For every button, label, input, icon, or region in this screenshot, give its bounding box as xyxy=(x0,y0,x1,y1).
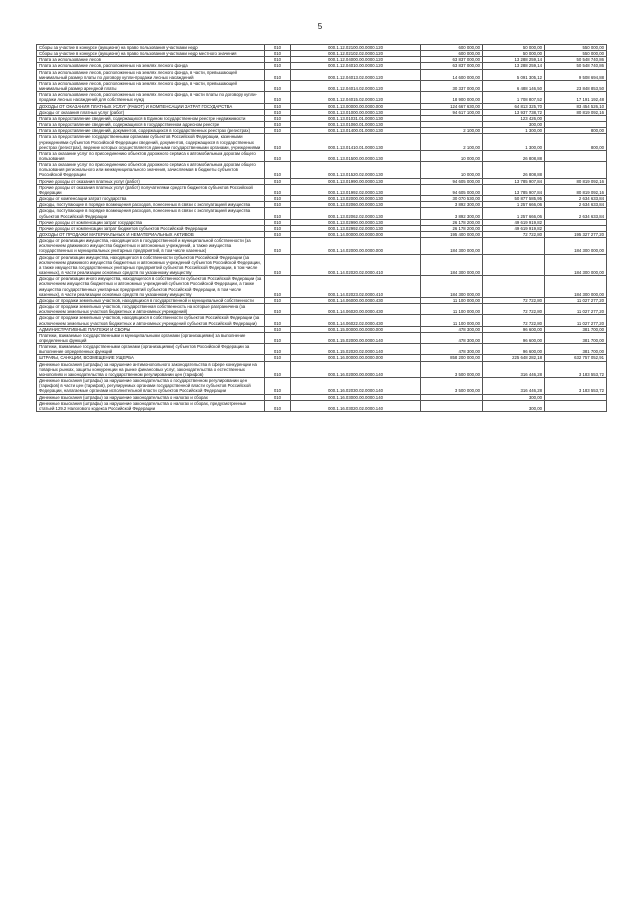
row-name: Доходы от продажи земельных участков, государственная собственность на которые разграничена (за исключением земельных участков бюджетных и автономных учреждений) xyxy=(37,304,265,315)
row-line-code: 010 xyxy=(265,355,291,361)
row-budget-code: 000.1.13.01500.00.0000.130 xyxy=(291,150,421,161)
row-budget-code: 000.1.16.03000.00.0000.140 xyxy=(291,394,421,400)
row-executed-amount: 49 619 919,82 xyxy=(483,219,545,225)
row-executed-amount: 96 600,00 xyxy=(483,344,545,355)
revenue-table xyxy=(36,44,607,412)
row-executed-amount: 50 000,00 xyxy=(483,51,545,57)
row-name: Доходы от продажи земельных участков, находящихся в собственности субъектов Российской Федерации (за исключением земельных участков бюджетных и автономных учреждений субъектов Российской Федерации) xyxy=(37,315,265,326)
row-line-code: 010 xyxy=(265,232,291,238)
table-row xyxy=(37,80,607,91)
row-line-code: 010 xyxy=(265,378,291,394)
row-executed-amount xyxy=(483,276,545,298)
table-row xyxy=(37,208,607,219)
row-approved-amount: 478 300,00 xyxy=(421,332,483,343)
table-row xyxy=(37,238,607,254)
row-name: Сборы за участие в конкурсе (аукционе) на право пользования участками недр xyxy=(37,45,265,51)
row-approved-amount: 3 892 300,00 xyxy=(421,202,483,208)
row-name: Плата за предоставление сведений, документов, содержащихся в государственных реестрах (регистрах) xyxy=(37,128,265,134)
row-budget-code: 000.1.15.02000.00.0000.140 xyxy=(291,332,421,343)
row-executed-amount: 5 091 305,12 xyxy=(483,69,545,80)
row-approved-amount: 30 337 000,00 xyxy=(421,80,483,91)
row-approved-amount: 94 605 000,00 xyxy=(421,184,483,195)
row-executed-amount: 225 648 282,18 xyxy=(483,355,545,361)
row-executed-amount: 6 488 146,50 xyxy=(483,80,545,91)
row-name: Плата за предоставление сведений, содержащихся в Едином государственном реестре недвижимости xyxy=(37,115,265,121)
row-line-code: 010 xyxy=(265,196,291,202)
page-number: 5 xyxy=(317,22,323,31)
table-row xyxy=(37,315,607,326)
row-line-code: 010 xyxy=(265,103,291,109)
row-executed-amount: 1 257 666,06 xyxy=(483,208,545,219)
row-line-code: 010 xyxy=(265,63,291,69)
row-executed-amount: 50 000,00 xyxy=(483,45,545,51)
row-approved-amount: 26 178 200,00 xyxy=(421,225,483,231)
row-approved-amount: 195 400 000,00 xyxy=(421,232,483,238)
row-line-code: 010 xyxy=(265,394,291,400)
row-line-code: 010 xyxy=(265,254,291,276)
table-row xyxy=(37,184,607,195)
row-budget-code: 000.1.13.01990.00.0000.130 xyxy=(291,178,421,184)
row-budget-code: 000.1.14.02000.00.0000.000 xyxy=(291,238,421,254)
row-line-code: 010 xyxy=(265,162,291,178)
row-approved-amount: 3 500 000,00 xyxy=(421,361,483,377)
row-approved-amount: 124 667 630,00 xyxy=(421,103,483,109)
row-budget-code: 000.1.13.01060.01.0000.130 xyxy=(291,122,421,128)
row-line-code: 010 xyxy=(265,332,291,343)
row-executed-amount: 1 300,00 xyxy=(483,134,545,150)
row-name: Прочие доходы от оказания платных услуг (работ) xyxy=(37,178,265,184)
row-executed-amount: 50 877 585,95 xyxy=(483,196,545,202)
table-row xyxy=(37,344,607,355)
row-unexecuted-amount: 83 454 526,10 xyxy=(545,103,607,109)
row-executed-amount: 300,00 xyxy=(483,394,545,400)
row-name: Плата за использование лесов, расположенных на землях лесного фонда, в части платы по договору купли-продажи лесных насаждений для собственных нужд xyxy=(37,92,265,103)
table-row xyxy=(37,150,607,161)
row-unexecuted-amount: 11 027 277,20 xyxy=(545,315,607,326)
row-budget-code: 000.1.13.01000.00.0000.130 xyxy=(291,109,421,115)
row-budget-code: 000.1.14.00000.00.0000.000 xyxy=(291,232,421,238)
table-row xyxy=(37,332,607,343)
row-approved-amount: 94 617 100,00 xyxy=(421,109,483,115)
row-name: Плата за использование лесов, расположенных на землях лесного фонда, в части, превышающей минимальный размер платы по договору купли-продажи лесных насаждений xyxy=(37,69,265,80)
row-executed-amount: 1 300,00 xyxy=(483,128,545,134)
row-approved-amount: 11 100 000,00 xyxy=(421,315,483,326)
row-name: Сборы за участие в конкурсе (аукционе) на право пользования участками недр местного значения xyxy=(37,51,265,57)
row-approved-amount: 14 600 000,00 xyxy=(421,69,483,80)
row-name: Доходы от компенсации затрат государства xyxy=(37,196,265,202)
table-row xyxy=(37,361,607,377)
row-executed-amount xyxy=(483,254,545,276)
table-row xyxy=(37,69,607,80)
row-name: Доходы от оказания платных услуг (работ) xyxy=(37,109,265,115)
row-name: Прочие доходы от оказания платных услуг (работ) получателями средств бюджетов субъектов Российской Федерации xyxy=(37,184,265,195)
row-executed-amount: 13 288 259,14 xyxy=(483,57,545,63)
row-executed-amount: 72 722,80 xyxy=(483,297,545,303)
row-unexecuted-amount: 2 634 633,84 xyxy=(545,208,607,219)
row-approved-amount: 10 000,00 xyxy=(421,150,483,161)
row-line-code: 010 xyxy=(265,51,291,57)
row-approved-amount: 184 300 000,00 xyxy=(421,254,483,276)
row-budget-code: 000.1.15.00000.00.0000.000 xyxy=(291,326,421,332)
row-line-code: 010 xyxy=(265,92,291,103)
row-budget-code: 000.1.16.03020.02.0000.140 xyxy=(291,400,421,411)
row-executed-amount: 13 785 907,84 xyxy=(483,178,545,184)
row-budget-code: 000.1.13.01031.01.0000.130 xyxy=(291,115,421,121)
row-budget-code: 000.1.13.02990.00.0000.130 xyxy=(291,219,421,225)
row-approved-amount: 63 837 000,00 xyxy=(421,57,483,63)
row-name: Плата за предоставление государственными органами субъектов Российской Федерации, казенными учреждениями субъектов Российской Федерации сведений, документов, содержащихся в государственных реестрах (регистрах), ведение которых осуществляется данными государственными органами, учреждениями xyxy=(37,134,265,150)
row-approved-amount: 184 300 000,00 xyxy=(421,238,483,254)
row-executed-amount: 13 785 907,84 xyxy=(483,184,545,195)
row-name: ДОХОДЫ ОТ ПРОДАЖИ МАТЕРИАЛЬНЫХ И НЕМАТЕРИАЛЬНЫХ АКТИВОВ xyxy=(37,232,265,238)
table-row xyxy=(37,134,607,150)
row-name: Доходы от реализации имущества, находящегося в собственности субъектов Российской Федерации (за исключением движимого имущества бюджетных и автономных учреждений субъектов Российской Федерации, а также имущества государственных унитарных предприятий субъектов Российской Федерации, в том числе казенных), в части реализации основных средств по указанному имуществу xyxy=(37,254,265,276)
row-approved-amount: 184 300 000,00 xyxy=(421,276,483,298)
row-budget-code: 000.1.14.06020.00.0000.430 xyxy=(291,304,421,315)
row-executed-amount: 26 808,88 xyxy=(483,150,545,161)
row-name: Денежные взыскания (штрафы) за нарушение антимонопольного законодательства в сфере конкуренции на товарных рынках, защиты конкуренции на рынке финансовых услуг, законодательства о естественных монополиях и законодательства о государственном регулировании цен (тарифов) xyxy=(37,361,265,377)
row-name: Платежи, взимаемые государственными органами (организациями) субъектов Российской Федерации за выполнение определенных функций xyxy=(37,344,265,355)
row-approved-amount: 858 200 000,00 xyxy=(421,355,483,361)
table-row xyxy=(37,378,607,394)
row-executed-amount: 300,00 xyxy=(483,400,545,411)
row-budget-code: 000.1.13.02060.00.0000.130 xyxy=(291,202,421,208)
row-line-code: 010 xyxy=(265,202,291,208)
row-line-code: 010 xyxy=(265,208,291,219)
row-executed-amount: 300,00 xyxy=(483,122,545,128)
row-name: Денежные взыскания (штрафы) за нарушение законодательства о налогах и сборах xyxy=(37,394,265,400)
row-name: Денежные взыскания (штрафы) за нарушение законодательства о налогах и сборах, предусмотренные статьей 129.2 Налогового кодекса Российской Федерации xyxy=(37,400,265,411)
row-unexecuted-amount xyxy=(545,400,607,411)
row-budget-code: 000.1.13.02062.02.0000.130 xyxy=(291,208,421,219)
row-unexecuted-amount: 632 757 052,91 xyxy=(545,355,607,361)
row-unexecuted-amount: 550 000,00 xyxy=(545,45,607,51)
table-row xyxy=(37,162,607,178)
row-unexecuted-amount: 381 700,00 xyxy=(545,332,607,343)
row-budget-code: 000.1.16.02030.02.0000.140 xyxy=(291,378,421,394)
row-budget-code: 000.1.12.04000.00.0000.120 xyxy=(291,57,421,63)
row-unexecuted-amount: 800,00 xyxy=(545,134,607,150)
row-budget-code: 000.1.12.04013.02.0000.120 xyxy=(291,69,421,80)
row-approved-amount: 63 837 000,00 xyxy=(421,63,483,69)
row-executed-amount: 123 426,00 xyxy=(483,115,545,121)
row-approved-amount: 26 178 200,00 xyxy=(421,219,483,225)
row-executed-amount: 13 288 259,14 xyxy=(483,63,545,69)
row-unexecuted-amount: 184 300 000,00 xyxy=(545,276,607,298)
row-executed-amount: 316 446,28 xyxy=(483,361,545,377)
row-name: ШТРАФЫ, САНКЦИИ, ВОЗМЕЩЕНИЕ УЩЕРБА xyxy=(37,355,265,361)
row-approved-amount: 30 070 530,00 xyxy=(421,196,483,202)
row-approved-amount: 10 000,00 xyxy=(421,162,483,178)
row-executed-amount: 72 722,80 xyxy=(483,304,545,315)
row-line-code: 010 xyxy=(265,57,291,63)
row-name: ДОХОДЫ ОТ ОКАЗАНИЯ ПЛАТНЫХ УСЛУГ (РАБОТ) И КОМПЕНСАЦИИ ЗАТРАТ ГОСУДАРСТВА xyxy=(37,103,265,109)
row-budget-code: 000.1.13.01410.01.0000.130 xyxy=(291,134,421,150)
row-name: Плата за предоставление сведений, содержащихся в государственном адресном реестре xyxy=(37,122,265,128)
row-line-code: 010 xyxy=(265,225,291,231)
row-budget-code: 000.1.14.06000.00.0000.430 xyxy=(291,297,421,303)
row-executed-amount: 96 600,00 xyxy=(483,332,545,343)
row-name: Доходы от реализации иного имущества, находящегося в собственности субъектов Российской Федерации (за исключением имущества бюджетных и автономных учреждений субъектов Российской Федерации, а также имущества государственных унитарных предприятий субъектов Российской Федерации, в том числе казенных), в части реализации основных средств по указанному имуществу xyxy=(37,276,265,298)
row-unexecuted-amount: 17 191 192,48 xyxy=(545,92,607,103)
row-unexecuted-amount xyxy=(545,162,607,178)
row-unexecuted-amount: 184 300 000,00 xyxy=(545,238,607,254)
row-line-code: 010 xyxy=(265,134,291,150)
table-row xyxy=(37,92,607,103)
row-line-code: 010 xyxy=(265,69,291,80)
row-line-code: 010 xyxy=(265,80,291,91)
row-approved-amount: 3 892 300,00 xyxy=(421,208,483,219)
row-line-code: 010 xyxy=(265,315,291,326)
row-budget-code: 000.1.14.02023.02.0000.410 xyxy=(291,276,421,298)
row-unexecuted-amount: 80 819 092,16 xyxy=(545,178,607,184)
row-name: Доходы от реализации имущества, находящегося в государственной и муниципальной собственности (за исключением движимого имущества бюджетных и автономных учреждений, а также имущества государственных и муниципальных унитарных предприятий, в том числе казенных) xyxy=(37,238,265,254)
row-executed-amount: 64 813 325,70 xyxy=(483,103,545,109)
row-line-code: 010 xyxy=(265,150,291,161)
row-budget-code: 000.1.13.00000.00.0000.000 xyxy=(291,103,421,109)
row-budget-code: 000.1.12.02100.00.0000.120 xyxy=(291,45,421,51)
row-line-code: 010 xyxy=(265,184,291,195)
row-approved-amount: 478 300,00 xyxy=(421,326,483,332)
row-name: Доходы от продажи земельных участков, находящихся в государственной и муниципальной собственности xyxy=(37,297,265,303)
row-unexecuted-amount: 50 548 740,86 xyxy=(545,63,607,69)
row-line-code: 010 xyxy=(265,400,291,411)
row-approved-amount: 11 100 000,00 xyxy=(421,297,483,303)
row-executed-amount: 72 722,80 xyxy=(483,232,545,238)
row-line-code: 010 xyxy=(265,178,291,184)
row-unexecuted-amount: 23 848 853,50 xyxy=(545,80,607,91)
row-line-code: 010 xyxy=(265,109,291,115)
row-approved-amount: 478 300,00 xyxy=(421,344,483,355)
row-unexecuted-amount: 800,00 xyxy=(545,128,607,134)
row-unexecuted-amount: 50 548 740,86 xyxy=(545,57,607,63)
row-unexecuted-amount: 195 327 277,20 xyxy=(545,232,607,238)
row-name: Плата за оказание услуг по присоединению объектов дорожного сервиса к автомобильным дорогам общего пользования регионального или межмуниципального значения, зачисляемая в бюджеты субъектов Российской Федерации xyxy=(37,162,265,178)
row-executed-amount: 26 808,88 xyxy=(483,162,545,178)
row-budget-code: 000.1.13.02000.00.0000.130 xyxy=(291,196,421,202)
row-executed-amount: 1 708 807,52 xyxy=(483,92,545,103)
row-executed-amount: 316 446,28 xyxy=(483,378,545,394)
row-executed-amount: 13 937 738,72 xyxy=(483,109,545,115)
row-unexecuted-amount: 11 027 277,20 xyxy=(545,297,607,303)
row-budget-code: 000.1.14.02020.02.0000.410 xyxy=(291,254,421,276)
row-budget-code: 000.1.13.01520.02.0000.130 xyxy=(291,162,421,178)
row-unexecuted-amount: 3 183 553,72 xyxy=(545,361,607,377)
row-line-code: 010 xyxy=(265,45,291,51)
row-line-code: 010 xyxy=(265,276,291,298)
row-budget-code: 000.1.12.02102.02.0000.120 xyxy=(291,51,421,57)
row-name: Плата за использование лесов, расположенных на землях лесного фонда, в части, превышающей минимальный размер арендной платы xyxy=(37,80,265,91)
row-line-code: 010 xyxy=(265,219,291,225)
row-line-code: 010 xyxy=(265,297,291,303)
row-unexecuted-amount: 80 819 092,16 xyxy=(545,109,607,115)
row-line-code: 010 xyxy=(265,304,291,315)
row-executed-amount: 1 257 666,06 xyxy=(483,202,545,208)
table-row xyxy=(37,304,607,315)
row-executed-amount: 96 600,00 xyxy=(483,326,545,332)
row-name: Прочие доходы от компенсации затрат государства xyxy=(37,219,265,225)
row-budget-code: 000.1.13.02992.02.0000.130 xyxy=(291,225,421,231)
row-budget-code: 000.1.16.02000.00.0000.140 xyxy=(291,361,421,377)
row-unexecuted-amount: 11 027 277,20 xyxy=(545,304,607,315)
row-name: Плата за использование лесов, расположенных на землях лесного фонда xyxy=(37,63,265,69)
row-line-code: 010 xyxy=(265,128,291,134)
row-name: Платежи, взимаемые государственными и муниципальными органами (организациями) за выполнение определенных функций xyxy=(37,332,265,343)
row-name: Плата за оказание услуг по присоединению объектов дорожного сервиса к автомобильным дорогам общего пользования xyxy=(37,150,265,161)
table-row xyxy=(37,276,607,298)
row-name: Доходы, поступающие в порядке возмещения расходов, понесенных в связи с эксплуатацией имущества субъектов Российской Федерации xyxy=(37,208,265,219)
row-line-code: 010 xyxy=(265,326,291,332)
row-line-code: 010 xyxy=(265,238,291,254)
row-budget-code: 000.1.14.06022.02.0000.430 xyxy=(291,315,421,326)
row-line-code: 010 xyxy=(265,361,291,377)
row-approved-amount: 3 500 000,00 xyxy=(421,378,483,394)
row-line-code: 010 xyxy=(265,115,291,121)
row-executed-amount xyxy=(483,238,545,254)
row-approved-amount xyxy=(421,400,483,411)
row-name: Плата за использование лесов xyxy=(37,57,265,63)
row-name: АДМИНИСТРАТИВНЫЕ ПЛАТЕЖИ И СБОРЫ xyxy=(37,326,265,332)
table-row xyxy=(37,400,607,411)
row-budget-code: 000.1.12.04015.02.0000.120 xyxy=(291,92,421,103)
row-line-code: 010 xyxy=(265,122,291,128)
row-budget-code: 000.1.15.02020.02.0000.140 xyxy=(291,344,421,355)
row-executed-amount: 49 619 919,82 xyxy=(483,225,545,231)
row-approved-amount: 18 900 000,00 xyxy=(421,92,483,103)
row-name: Доходы, поступающие в порядке возмещения расходов, понесенных в связи с эксплуатацией имущества xyxy=(37,202,265,208)
row-unexecuted-amount: 80 819 092,16 xyxy=(545,184,607,195)
row-unexecuted-amount: 2 634 633,84 xyxy=(545,202,607,208)
row-budget-code: 000.1.12.04010.00.0000.120 xyxy=(291,63,421,69)
row-approved-amount: 600 000,00 xyxy=(421,45,483,51)
row-approved-amount: 11 100 000,00 xyxy=(421,304,483,315)
row-budget-code: 000.1.16.00000.00.0000.000 xyxy=(291,355,421,361)
table-row xyxy=(37,254,607,276)
row-name: Прочие доходы от компенсации затрат бюджетов субъектов Российской Федерации xyxy=(37,225,265,231)
row-unexecuted-amount xyxy=(545,150,607,161)
row-unexecuted-amount: 550 000,00 xyxy=(545,51,607,57)
row-unexecuted-amount: 9 508 694,88 xyxy=(545,69,607,80)
row-name: Денежные взыскания (штрафы) за нарушение законодательства о государственном регулировании цен (тарифов) в части цен (тарифов), регулируемых органами государственной власти субъектов Российской Федерации, налагаемые органами исполнительной власти субъектов Российской Федерации xyxy=(37,378,265,394)
row-approved-amount: 94 605 000,00 xyxy=(421,178,483,184)
row-unexecuted-amount: 381 700,00 xyxy=(545,344,607,355)
row-unexecuted-amount: 184 300 000,00 xyxy=(545,254,607,276)
row-approved-amount: 2 100,00 xyxy=(421,128,483,134)
row-approved-amount: 600 000,00 xyxy=(421,51,483,57)
row-budget-code: 000.1.13.01400.01.0000.130 xyxy=(291,128,421,134)
row-approved-amount: 2 100,00 xyxy=(421,134,483,150)
row-executed-amount: 72 722,80 xyxy=(483,315,545,326)
row-budget-code: 000.1.13.01992.02.0000.130 xyxy=(291,184,421,195)
row-line-code: 010 xyxy=(265,344,291,355)
row-unexecuted-amount: 3 183 553,72 xyxy=(545,378,607,394)
row-budget-code: 000.1.12.04014.02.0000.120 xyxy=(291,80,421,91)
row-unexecuted-amount: 381 700,00 xyxy=(545,326,607,332)
row-unexecuted-amount: 2 634 633,84 xyxy=(545,196,607,202)
